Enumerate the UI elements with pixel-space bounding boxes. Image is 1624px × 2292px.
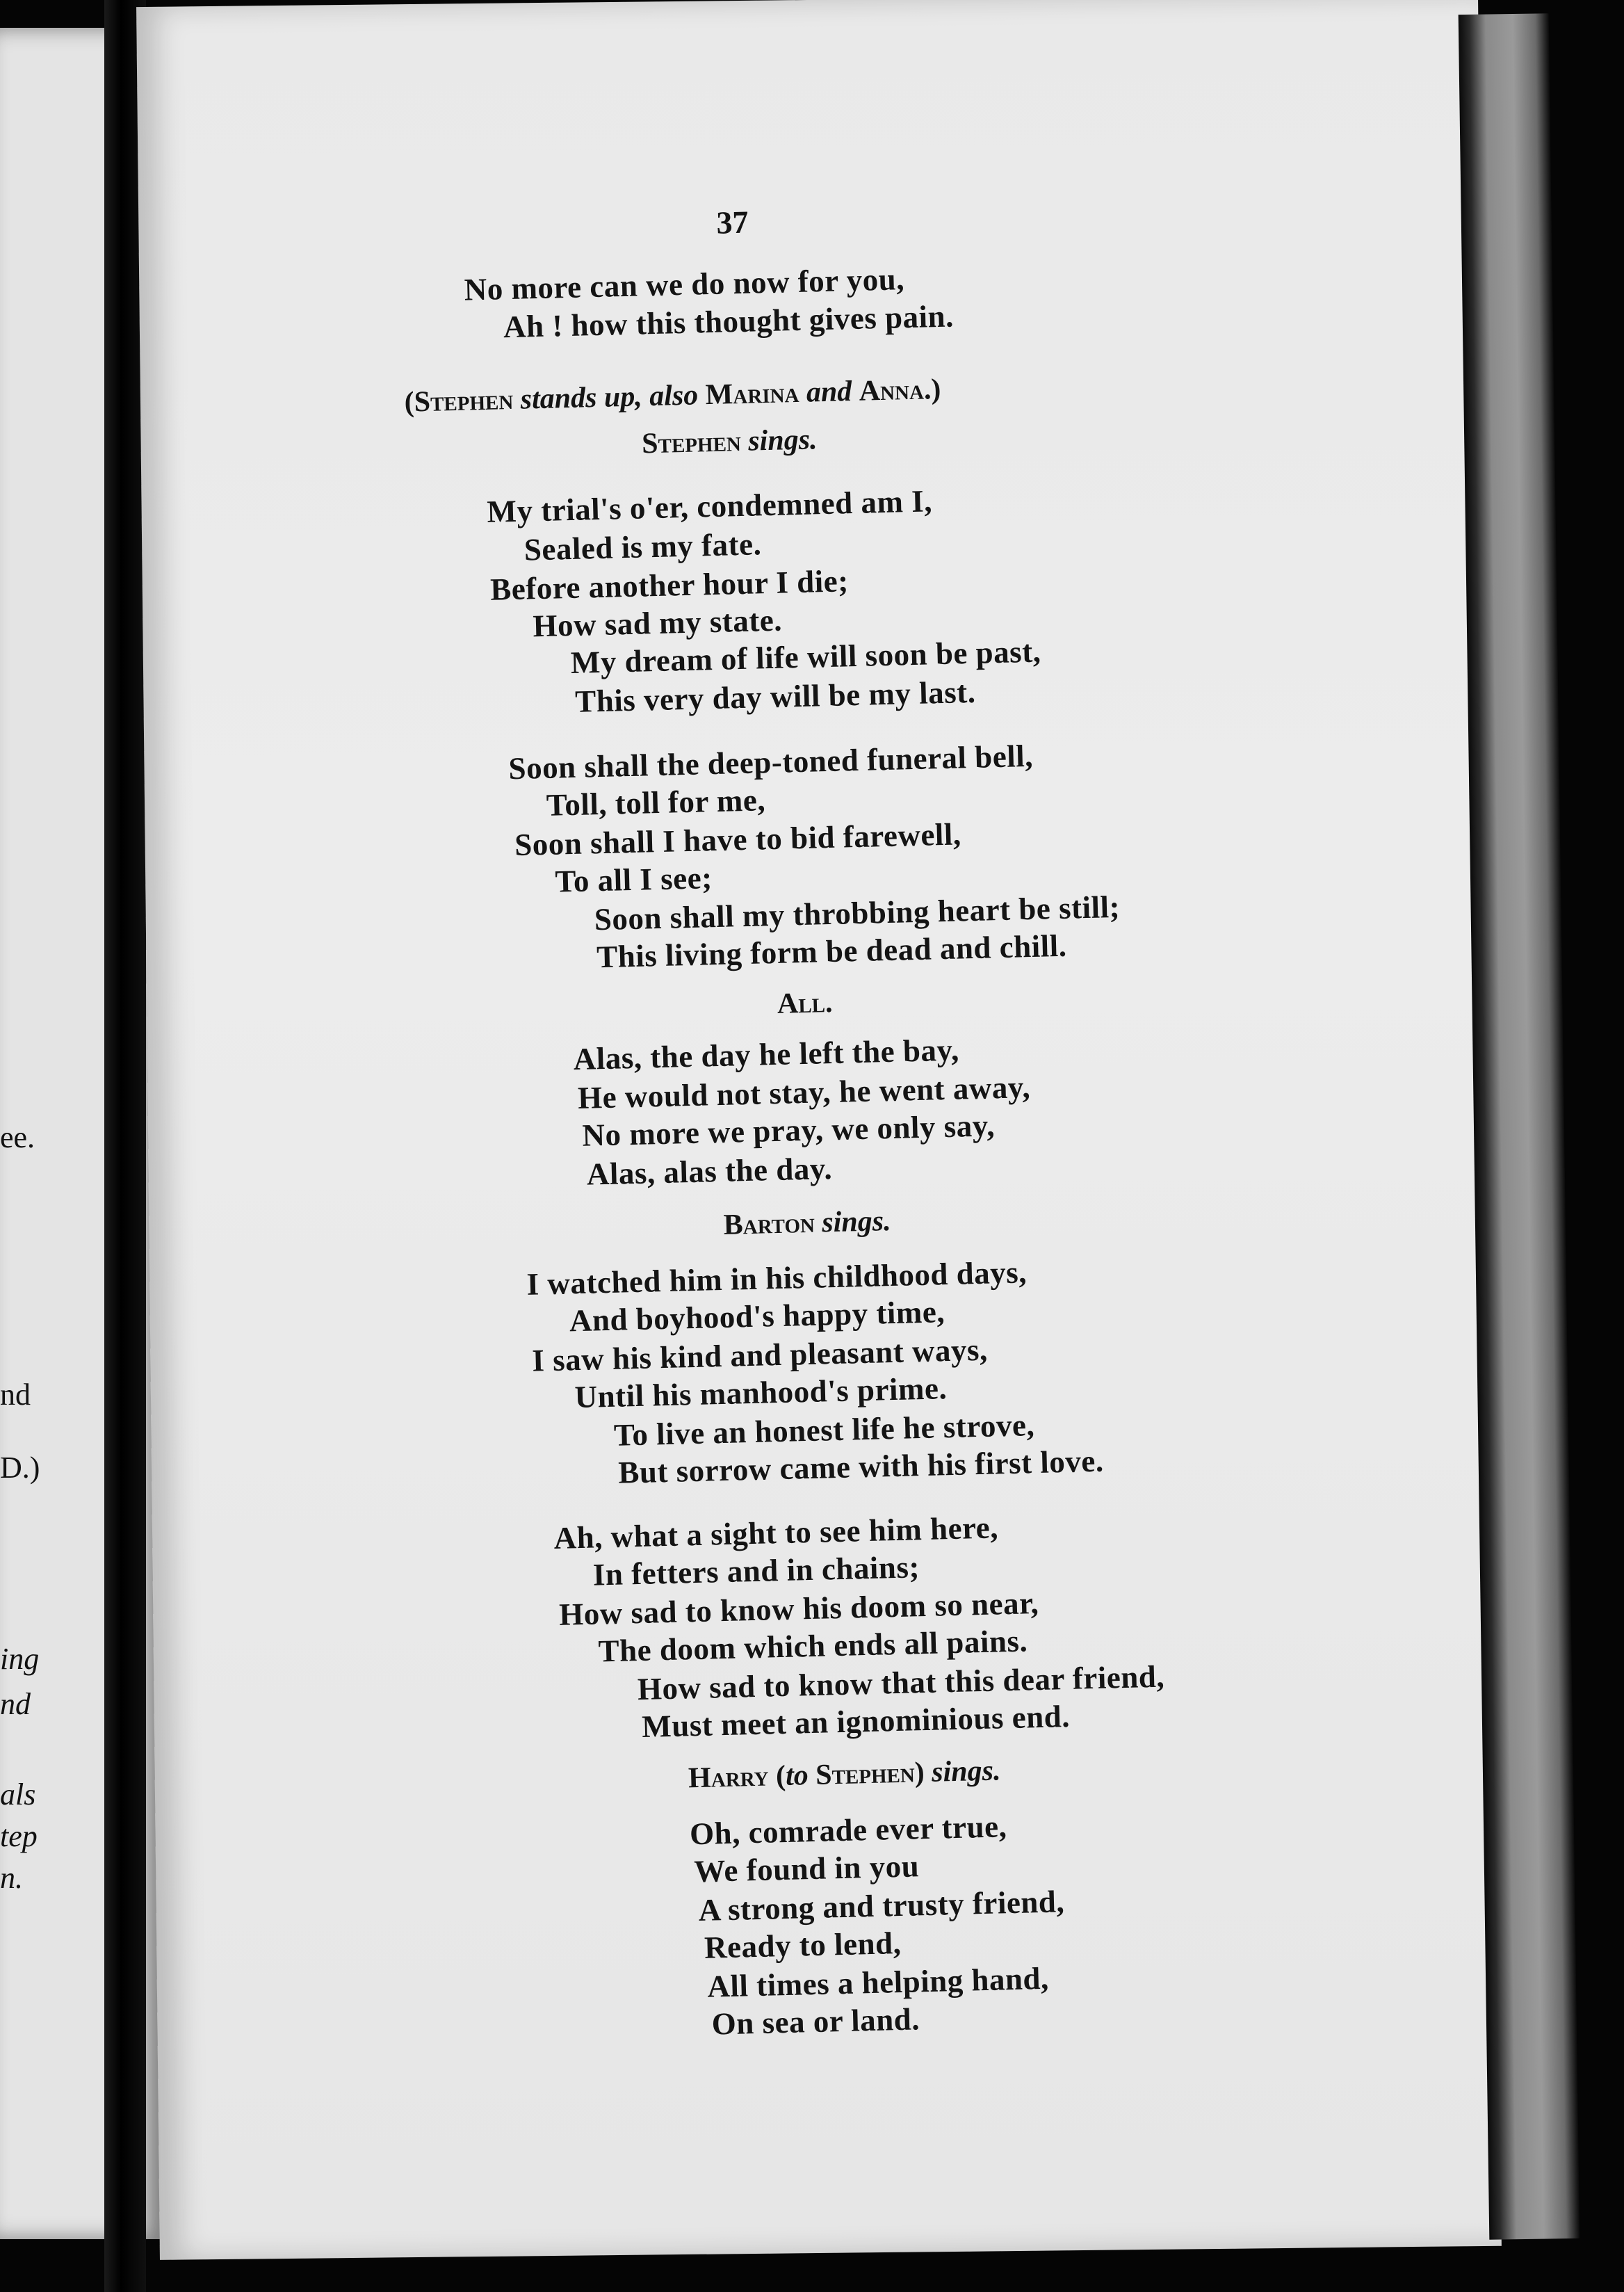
verse-line: On sea or land. [711,2001,920,2042]
speaker-heading: Stephen sings. [641,423,818,460]
verse-line: Oh, comrade ever true, [689,1809,1007,1852]
left-page-fragment: tep [0,1819,38,1853]
verse-line: To live an honest life he strove, [613,1407,1035,1453]
left-page-fragment: ee. [0,1120,35,1154]
verse-line: Toll, toll for me, [546,782,766,823]
verse-line: Soon shall my throbbing heart be still; [594,889,1121,937]
verse-line: How sad my state. [532,602,783,644]
left-page-fragment: ing [0,1642,40,1676]
left-page-fragment: als [0,1777,36,1811]
verse-line: Alas, the day he left the bay, [573,1032,960,1077]
verse-line: My dream of life will soon be past, [570,633,1041,681]
verse-line: This living form be dead and chill. [596,928,1068,975]
verse-line: A strong and trusty friend, [698,1884,1065,1928]
left-page-fragment: nd [0,1687,31,1721]
verse-line: I watched him in his childhood days, [526,1254,1028,1302]
verse-line: This very day will be my last. [574,674,976,719]
verse-line: My trial's o'er, condemned am I, [486,483,933,529]
left-page-fragment: nd [0,1378,31,1412]
verse-line: All times a helping hand, [706,1960,1050,2004]
page-number: 37 [715,204,749,241]
speaker-heading: Harry (to Stephen) sings. [688,1754,1001,1795]
speaker-heading: Barton sings. [723,1205,892,1241]
verse-line: Ready to lend, [704,1925,902,1965]
verse-line: No more can we do now for you, [464,261,905,307]
verse-line: To all I see; [554,860,713,899]
verse-line: How sad to know his doom so near, [558,1585,1039,1632]
left-page-fragment: n. [0,1861,23,1895]
verse-line: Alas, alas the day. [586,1151,833,1192]
verse-line: Until his manhood's prime. [574,1371,948,1415]
verse-line: Soon shall I have to bid farewell, [514,816,962,863]
verse-line: Before another hour I die; [489,563,850,607]
verse-line: Ah ! how this thought gives pain. [503,298,955,345]
verse-line: Ah, what a sight to see him here, [553,1510,999,1556]
verse-line: Soon shall the deep-toned funeral bell, [508,738,1034,786]
verse-line: Sealed is my fate. [523,526,762,567]
verse-line: The doom which ends all pains. [598,1623,1028,1669]
verse-line: No more we pray, we only say, [581,1108,996,1153]
speaker-heading: All. [777,986,834,1020]
stage-direction: (Stephen stands up, also Marina and Anna.) [404,373,941,419]
verse-line: He would not stay, he went away, [577,1070,1031,1115]
verse-line: But sorrow came with his first love. [617,1443,1105,1490]
verse-line: We found in you [693,1848,920,1889]
verse-line: In fetters and in chains; [592,1549,920,1592]
verse-line: Must meet an ignominious end. [641,1698,1071,1744]
verse-line: How sad to know that this dear friend, [637,1659,1165,1707]
verse-line: I saw his kind and pleasant ways, [531,1332,989,1378]
left-page-fragment: D.) [0,1451,40,1485]
verse-line: And boyhood's happy time, [569,1294,945,1339]
